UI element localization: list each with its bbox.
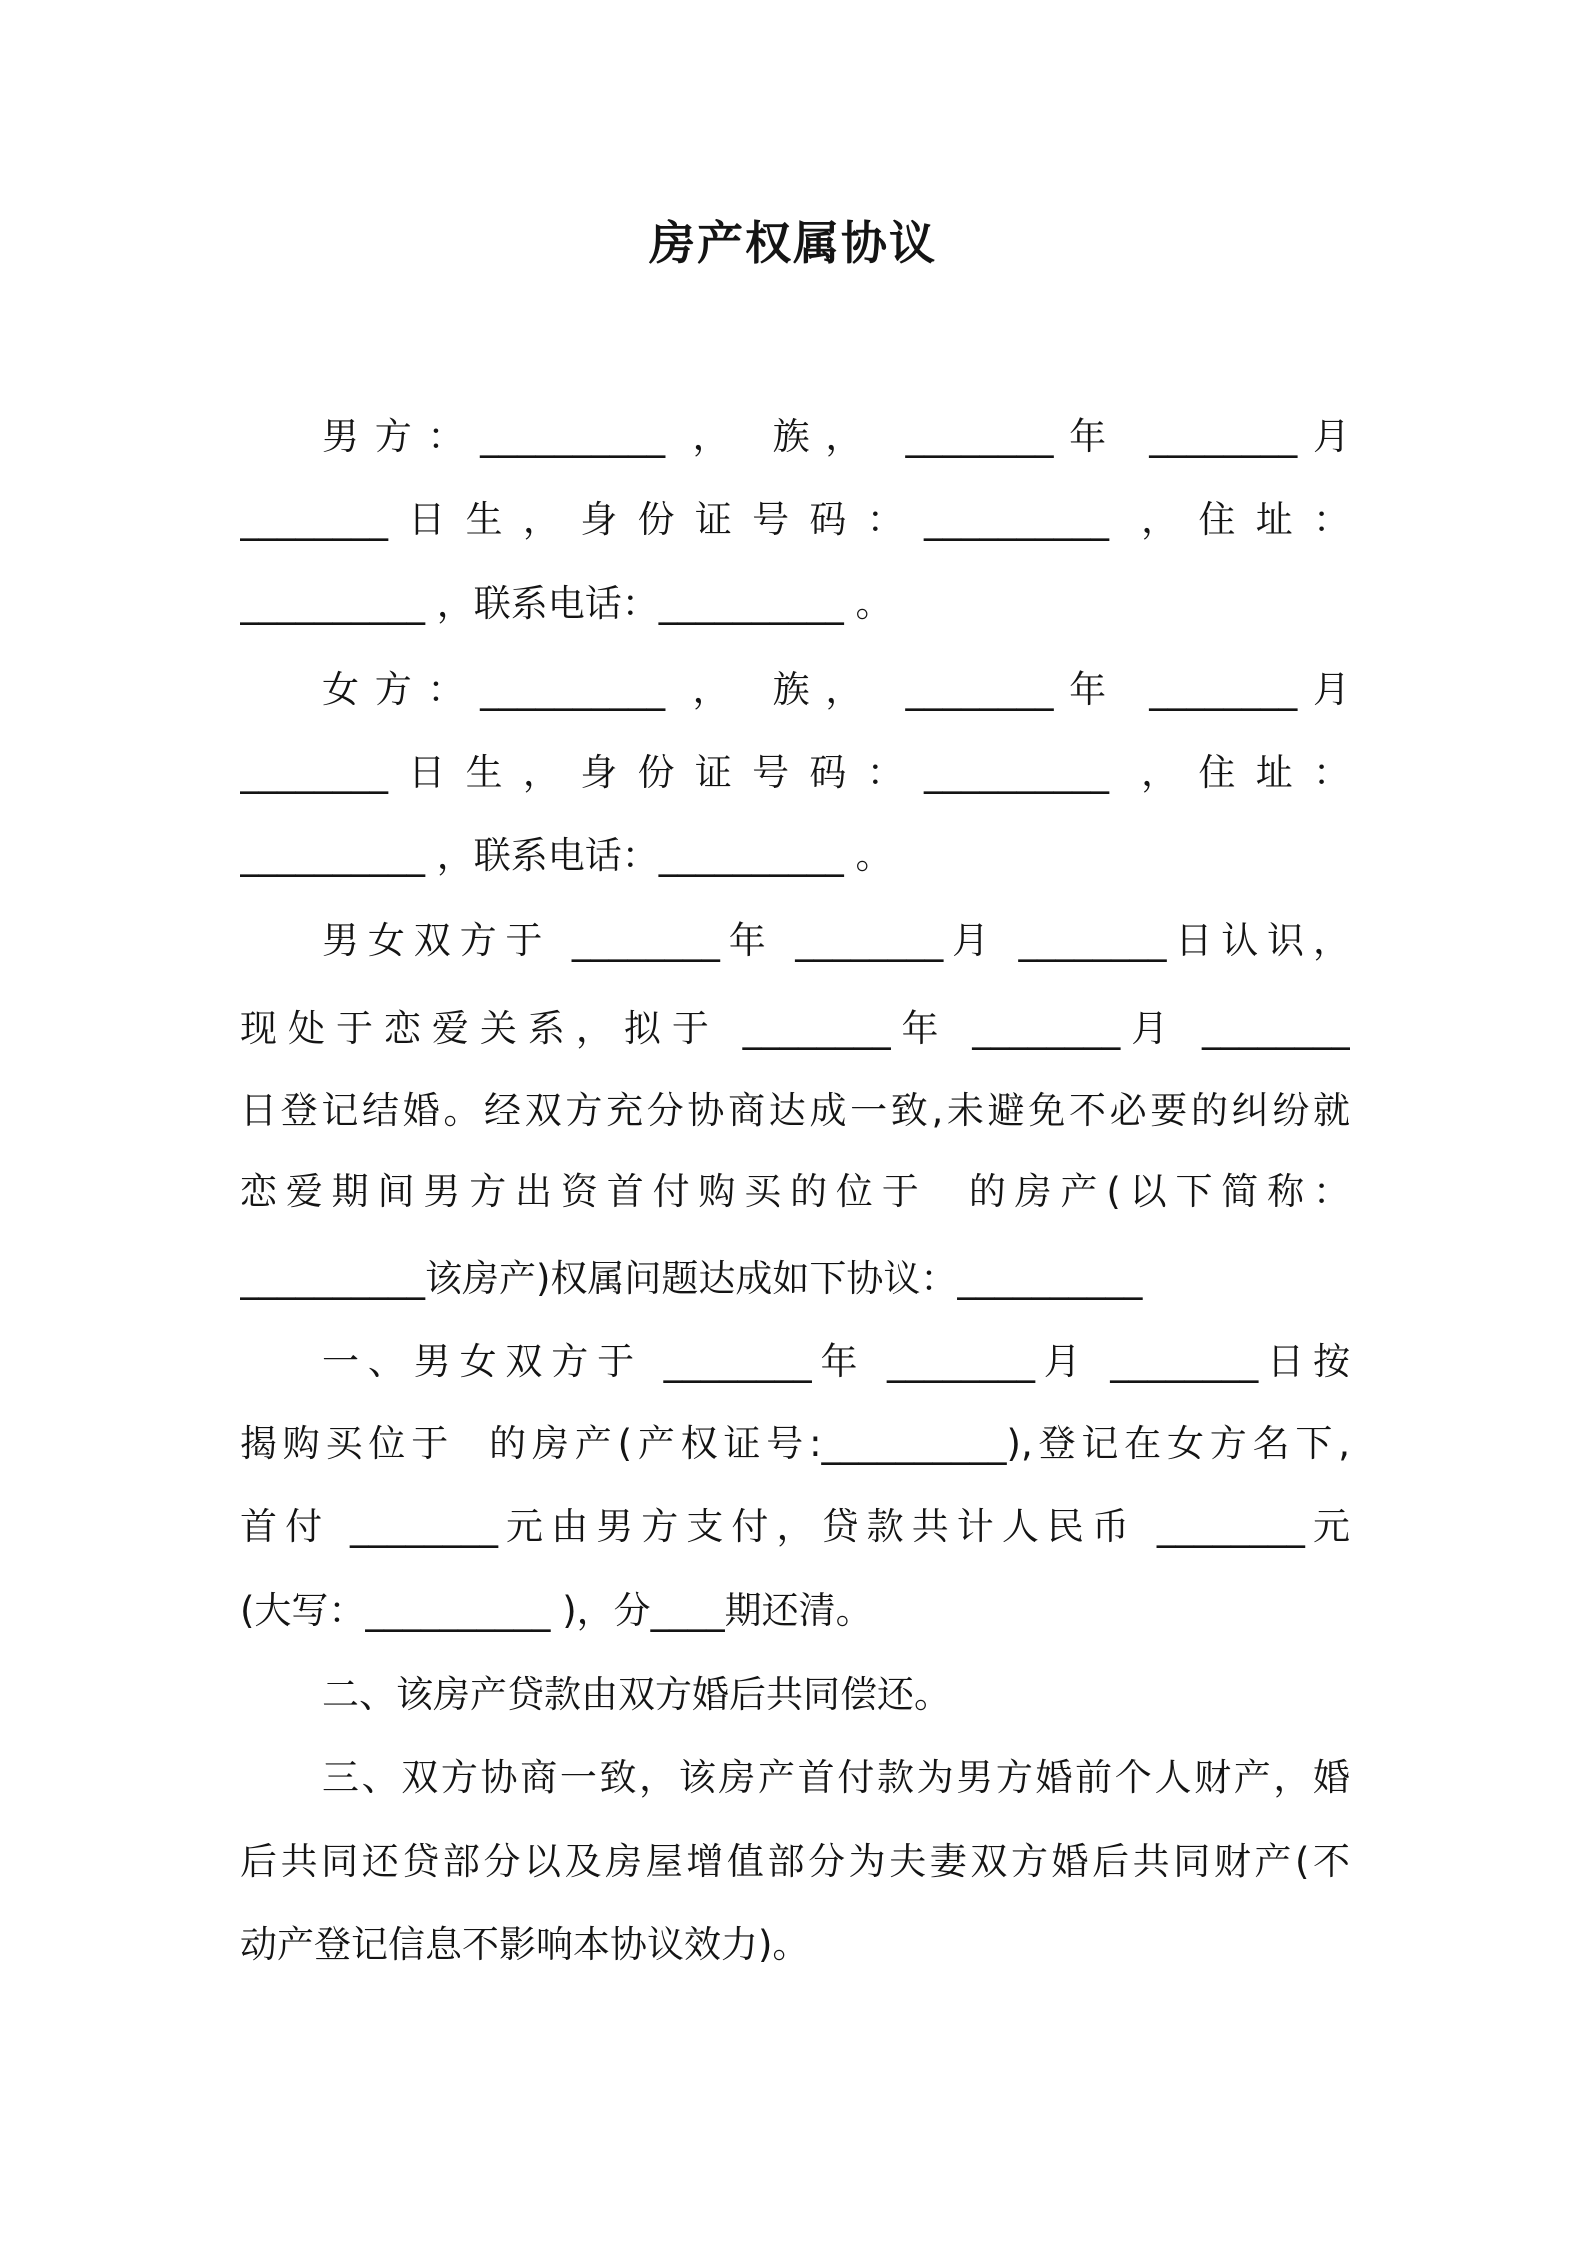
clause-2-line-1: 二、该房产贷款由双方婚后共同偿还。: [322, 1673, 951, 1716]
preamble-line-3: 日登记结婚。经双方充分协商达成一致,未避免不必要的纠纷就: [240, 1089, 1350, 1132]
clause-1-line-1: 一、男女双方于 ________年 ________月 ________日按: [322, 1340, 1350, 1383]
clause-1-line-4: (大写：__________ )，分____期还清。: [240, 1589, 873, 1632]
male-party-line-1: 男方：__________ ， 族， ________年 ________月: [322, 415, 1350, 458]
preamble-line-2: 现处于恋爱关系，拟于 ________年 ________月 ________: [240, 1007, 1350, 1050]
preamble-line-4: 恋爱期间男方出资首付购买的位于 的房产(以下简称：: [240, 1170, 1350, 1213]
clause-3-line-3: 动产登记信息不影响本协议效力)。: [240, 1923, 810, 1966]
female-party-line-1: 女方：__________ ， 族， ________年 ________月: [322, 668, 1350, 711]
male-party-line-2: ________日生，身份证号码：__________ ，住址：: [240, 498, 1350, 541]
clause-3-line-1: 三、双方协商一致，该房产首付款为男方婚前个人财产，婚: [322, 1756, 1350, 1799]
female-party-line-3: __________ ，联系电话：__________ 。: [240, 834, 893, 877]
female-party-line-2: ________日生，身份证号码：__________ ，住址：: [240, 751, 1350, 794]
preamble-line-1: 男女双方于 ________年 ________月 ________日认识，: [322, 919, 1350, 962]
clause-1-line-3: 首付 ________元由男方支付，贷款共计人民币 ________元: [240, 1505, 1350, 1548]
page-title: 房产权属协议: [649, 216, 937, 270]
male-party-line-3: __________ ，联系电话：__________ 。: [240, 582, 893, 625]
clause-1-line-2: 揭购买位于 的房产(产权证号:__________),登记在女方名下,: [240, 1422, 1350, 1465]
preamble-line-5: __________该房产)权属问题达成如下协议：__________: [240, 1257, 1143, 1300]
clause-3-line-2: 后共同还贷部分以及房屋增值部分为夫妻双方婚后共同财产(不: [240, 1840, 1350, 1883]
